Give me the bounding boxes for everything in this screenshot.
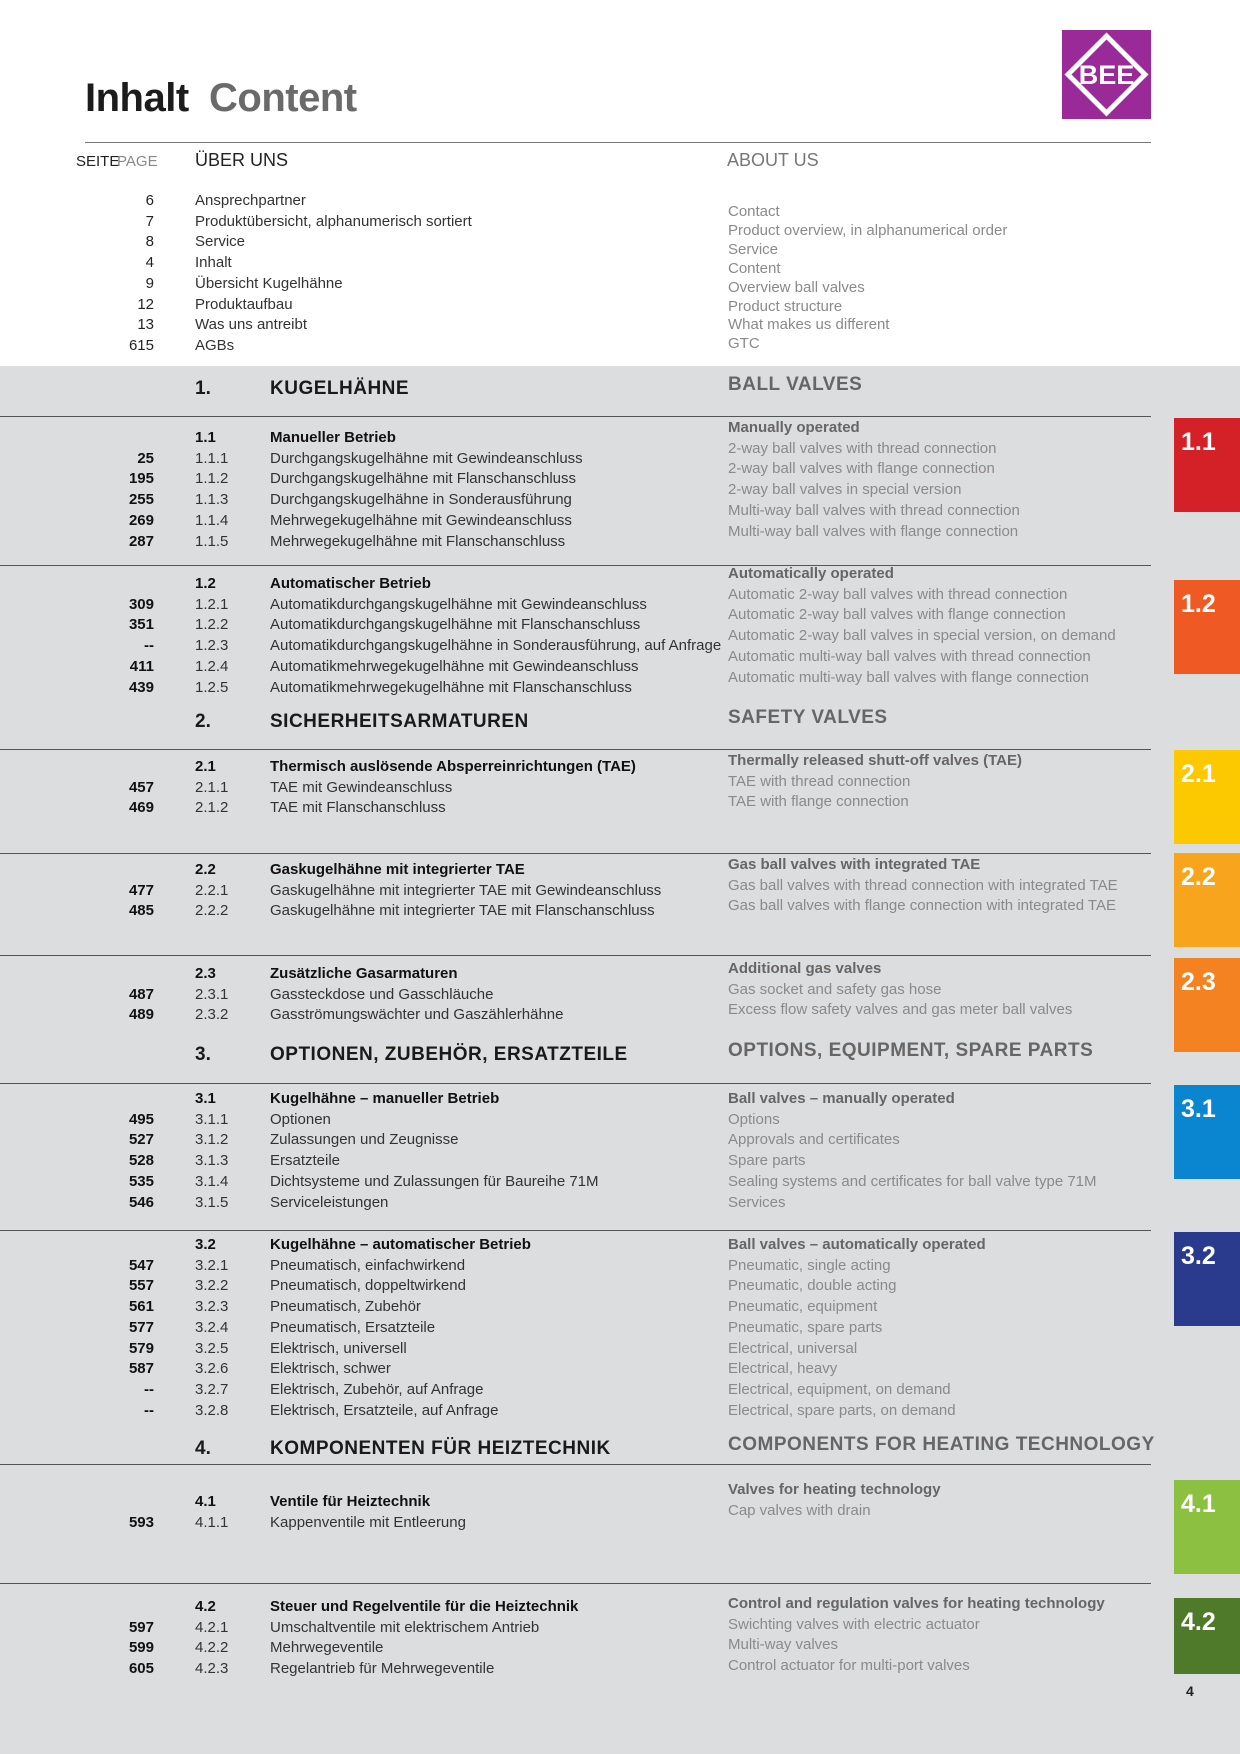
group-title-de[interactable]: Automatischer Betrieb — [270, 575, 431, 592]
group-title-en[interactable]: Additional gas valves — [728, 960, 882, 977]
item-page-number: 269 — [128, 511, 154, 529]
item-title-en[interactable]: Gas socket and safety gas hose — [728, 980, 942, 998]
item-title-de[interactable]: Pneumatisch, Zubehör — [270, 1298, 421, 1316]
item-title-en[interactable]: TAE with thread connection — [728, 772, 911, 790]
section-title-de[interactable]: SICHERHEITSARMATUREN — [270, 711, 529, 732]
item-page-number: 195 — [128, 470, 154, 488]
about-title-de: ÜBER UNS — [195, 150, 289, 170]
item-number: 3.2.1 — [195, 1256, 229, 1274]
item-title-de[interactable]: Elektrisch, Zubehör, auf Anfrage — [270, 1380, 484, 1398]
item-title-en[interactable]: Multi-way valves — [728, 1636, 839, 1654]
item-page-number: 547 — [128, 1256, 154, 1274]
group-number: 1.1 — [195, 429, 216, 446]
about-item-de[interactable]: Produktaufbau — [195, 295, 293, 313]
item-title-de[interactable]: Durchgangskugelhähne mit Gewindeanschluss — [270, 449, 583, 467]
about-page-number: 12 — [137, 295, 154, 313]
item-title-en[interactable]: 2-way ball valves with thread connection — [728, 439, 997, 457]
item-number: 3.1.3 — [195, 1152, 229, 1170]
item-number: 2.2.2 — [195, 902, 229, 920]
item-title-en[interactable]: Automatic 2-way ball valves with flange connection — [728, 606, 1066, 624]
item-page-number: -- — [144, 1380, 154, 1398]
about-item-en[interactable]: Content — [728, 259, 781, 277]
about-item-de[interactable]: Inhalt — [195, 254, 232, 272]
about-item-en[interactable]: GTC — [728, 335, 760, 353]
item-title-de[interactable]: Mehrwegeventile — [270, 1639, 384, 1657]
item-page-number: 546 — [128, 1193, 154, 1211]
item-page-number: 25 — [137, 449, 154, 467]
chapter-tab-3-1[interactable]: 3.1 — [1174, 1085, 1240, 1179]
item-title-de[interactable]: Automatikdurchgangskugelhähne in Sonderausführung, auf Anfrage — [270, 637, 722, 655]
about-item-en[interactable]: Product overview, in alphanumerical order — [728, 221, 1008, 239]
item-title-en[interactable]: Automatic multi-way ball valves with thread connection — [728, 647, 1091, 665]
about-item-de[interactable]: Produktübersicht, alphanumerisch sortiert — [195, 212, 472, 230]
chapter-tab-2-3[interactable]: 2.3 — [1174, 958, 1240, 1052]
item-page-number: 457 — [128, 778, 154, 796]
group-title-de[interactable]: Gaskugelhähne mit integrierter TAE — [270, 861, 525, 878]
item-title-de[interactable]: Automatikmehrwegekugelhähne mit Flanschanschluss — [270, 678, 632, 696]
section-divider — [0, 749, 1151, 750]
item-title-en[interactable]: Control actuator for multi-port valves — [728, 1657, 970, 1675]
item-title-en[interactable]: 2-way ball valves in special version — [728, 481, 962, 499]
item-page-number: 557 — [128, 1277, 154, 1295]
chapter-tab-2-1[interactable]: 2.1 — [1174, 750, 1240, 844]
item-number: 2.3.2 — [195, 1006, 229, 1024]
header-divider — [85, 142, 1151, 143]
item-title-de[interactable]: Regelantrieb für Mehrwegeventile — [270, 1660, 495, 1678]
section-title-de[interactable]: KUGELHÄHNE — [270, 378, 410, 399]
chapter-tab-4-2[interactable]: 4.2 — [1174, 1598, 1240, 1674]
item-title-en[interactable]: Electrical, heavy — [728, 1360, 838, 1378]
item-number: 2.1.1 — [195, 778, 229, 796]
group-title-de[interactable]: Ventile für Heiztechnik — [270, 1493, 431, 1510]
item-page-number: 495 — [128, 1110, 154, 1128]
item-page-number: 469 — [128, 799, 154, 817]
about-item-en[interactable]: Product structure — [728, 297, 843, 315]
item-number: 3.2.2 — [195, 1277, 229, 1295]
column-header-page-en: PAGE — [117, 153, 158, 170]
item-number: 4.2.2 — [195, 1639, 229, 1657]
item-title-en[interactable]: Options — [728, 1110, 780, 1128]
group-title-en[interactable]: Control and regulation valves for heating technology — [728, 1595, 1105, 1612]
item-page-number: 489 — [128, 1006, 154, 1024]
section-title-de[interactable]: KOMPONENTEN FÜR HEIZTECHNIK — [270, 1438, 611, 1459]
item-title-de[interactable]: Optionen — [270, 1110, 331, 1128]
item-title-en[interactable]: Gas ball valves with thread connection with integrated TAE — [728, 876, 1118, 894]
group-title-de[interactable]: Kugelhähne – automatischer Betrieb — [270, 1236, 531, 1253]
item-number: 3.2.5 — [195, 1339, 229, 1357]
item-title-de[interactable]: Durchgangskugelhähne in Sonderausführung — [270, 491, 572, 509]
item-title-de[interactable]: Elektrisch, schwer — [270, 1360, 391, 1378]
item-number: 1.2.3 — [195, 637, 229, 655]
item-title-en[interactable]: Gas ball valves with flange connection with integrated TAE — [728, 897, 1116, 915]
section-divider — [0, 1464, 1151, 1465]
page-title-de: Inhalt — [85, 76, 189, 120]
item-title-en[interactable]: Spare parts — [728, 1152, 806, 1170]
item-page-number: 605 — [128, 1660, 154, 1678]
group-title-en[interactable]: Gas ball valves with integrated TAE — [728, 856, 981, 873]
item-page-number: 287 — [128, 532, 154, 550]
item-page-number: 528 — [128, 1152, 154, 1170]
item-title-de[interactable]: Gaskugelhähne mit integrierter TAE mit Gewindeanschluss — [270, 881, 662, 899]
about-page-number: 9 — [145, 274, 154, 292]
about-item-en[interactable]: Contact — [728, 203, 780, 220]
bee-logo — [1062, 30, 1151, 119]
item-title-de[interactable]: Elektrisch, Ersatzteile, auf Anfrage — [270, 1401, 499, 1419]
item-title-de[interactable]: Gaskugelhähne mit integrierter TAE mit Flanschanschluss — [270, 902, 655, 920]
about-title-en: ABOUT US — [727, 150, 819, 170]
item-title-de[interactable]: Gassteckdose und Gasschläuche — [270, 985, 494, 1003]
group-title-en[interactable]: Ball valves – automatically operated — [728, 1236, 986, 1253]
item-title-de[interactable]: Kappenventile mit Entleerung — [270, 1513, 466, 1531]
section-divider — [0, 853, 1151, 854]
item-number: 3.1.1 — [195, 1110, 229, 1128]
item-title-de[interactable]: Durchgangskugelhähne mit Flanschanschluss — [270, 470, 577, 488]
item-title-de[interactable]: Automatikmehrwegekugelhähne mit Gewindeanschluss — [270, 657, 639, 675]
item-title-en[interactable]: Services — [728, 1193, 786, 1211]
item-title-en[interactable]: Electrical, universal — [728, 1339, 858, 1357]
section-divider — [0, 416, 1151, 417]
item-number: 1.2.1 — [195, 595, 229, 613]
item-title-de[interactable]: TAE mit Flanschanschluss — [270, 799, 446, 817]
section-number: 2. — [195, 711, 211, 732]
item-page-number: 535 — [128, 1172, 154, 1190]
item-title-en[interactable]: Pneumatic, double acting — [728, 1277, 897, 1295]
item-number: 1.1.5 — [195, 532, 229, 550]
about-page-number: 615 — [128, 336, 154, 354]
item-title-de[interactable]: Umschaltventile mit elektrischem Antrieb — [270, 1618, 540, 1636]
section-number: 4. — [195, 1438, 211, 1459]
item-number: 1.1.3 — [195, 491, 229, 509]
section-title-de[interactable]: OPTIONEN, ZUBEHÖR, ERSATZTEILE — [270, 1044, 628, 1065]
item-title-en[interactable]: Multi-way ball valves with flange connection — [728, 522, 1019, 540]
section-divider — [0, 1083, 1151, 1084]
item-page-number: 597 — [128, 1618, 154, 1636]
group-number: 2.2 — [195, 861, 216, 878]
about-item-de[interactable]: Was uns antreibt — [195, 316, 307, 334]
group-number: 2.1 — [195, 758, 216, 775]
chapter-tab-4-1[interactable]: 4.1 — [1174, 1480, 1240, 1574]
section-divider — [0, 565, 1151, 566]
item-title-en[interactable]: Cap valves with drain — [728, 1501, 871, 1519]
about-item-en[interactable]: Service — [728, 240, 779, 258]
item-title-de[interactable]: Serviceleistungen — [270, 1193, 389, 1211]
item-number: 3.2.6 — [195, 1360, 229, 1378]
item-number: 1.2.5 — [195, 678, 229, 696]
item-title-de[interactable]: Pneumatisch, doppeltwirkend — [270, 1277, 466, 1295]
group-title-en[interactable]: Automatically operated — [728, 565, 894, 582]
item-page-number: 587 — [128, 1360, 154, 1378]
item-page-number: 411 — [129, 657, 154, 675]
group-title-en[interactable]: Ball valves – manually operated — [728, 1090, 955, 1107]
section-divider — [0, 1583, 1151, 1584]
group-number: 3.2 — [195, 1236, 216, 1253]
item-title-de[interactable]: TAE mit Gewindeanschluss — [270, 778, 453, 796]
item-title-de[interactable]: Elektrisch, universell — [270, 1339, 407, 1357]
about-page-number: 7 — [145, 212, 154, 230]
about-page-number: 13 — [137, 316, 154, 334]
item-page-number: 593 — [128, 1513, 154, 1531]
item-title-en[interactable]: Electrical, spare parts, on demand — [728, 1401, 956, 1419]
section-divider — [0, 1230, 1151, 1231]
item-number: 3.1.5 — [195, 1193, 229, 1211]
item-title-de[interactable]: Mehrwegekugelhähne mit Flanschanschluss — [270, 532, 566, 550]
item-number: 1.2.4 — [195, 657, 229, 675]
item-title-de[interactable]: Mehrwegekugelhähne mit Gewindeanschluss — [270, 511, 572, 529]
item-title-en[interactable]: TAE with flange connection — [728, 793, 909, 811]
item-number: 3.2.7 — [195, 1380, 229, 1398]
group-number: 1.2 — [195, 575, 216, 592]
item-number: 3.1.4 — [195, 1172, 229, 1190]
item-title-en[interactable]: Automatic multi-way ball valves with flange connection — [728, 668, 1090, 686]
item-number: 2.2.1 — [195, 881, 229, 899]
about-page-number: 8 — [145, 233, 154, 251]
chapter-tab-3-2[interactable]: 3.2 — [1174, 1232, 1240, 1326]
item-number: 1.1.1 — [195, 449, 229, 467]
item-title-de[interactable]: Gasströmungswächter und Gaszählerhähne — [270, 1006, 564, 1024]
item-title-de[interactable]: Ersatzteile — [270, 1152, 341, 1170]
item-number: 4.1.1 — [195, 1513, 229, 1531]
item-title-de[interactable]: Zulassungen und Zeugnisse — [270, 1131, 459, 1149]
item-title-en[interactable]: Excess flow safety valves and gas meter ball valves — [728, 1001, 1073, 1019]
section-title-en[interactable]: OPTIONS, EQUIPMENT, SPARE PARTS — [728, 1040, 1094, 1061]
item-page-number: -- — [144, 1401, 154, 1419]
chapter-tab-1-2[interactable]: 1.2 — [1174, 580, 1240, 674]
section-title-en[interactable]: SAFETY VALVES — [728, 707, 888, 728]
item-title-de[interactable]: Dichtsysteme und Zulassungen für Baureihe 71M — [270, 1172, 599, 1190]
item-number: 3.2.3 — [195, 1298, 229, 1316]
group-title-en[interactable]: Valves for heating technology — [728, 1481, 941, 1498]
item-page-number: 487 — [128, 985, 154, 1003]
item-title-en[interactable]: Automatic 2-way ball valves with thread connection — [728, 585, 1068, 603]
column-header-page-de: SEITE — [76, 153, 120, 170]
item-number: 1.1.4 — [195, 511, 229, 529]
about-item-de[interactable]: AGBs — [195, 336, 235, 354]
group-number: 3.1 — [195, 1090, 216, 1107]
page-number: 4 — [1186, 1683, 1194, 1699]
about-page-number: 6 — [145, 192, 154, 209]
item-page-number: 351 — [128, 616, 154, 634]
item-page-number: 561 — [128, 1298, 154, 1316]
group-number: 2.3 — [195, 965, 216, 982]
group-number: 4.1 — [195, 1493, 216, 1510]
chapter-tab-1-1[interactable]: 1.1 — [1174, 418, 1240, 512]
item-title-en[interactable]: Automatic 2-way ball valves in special version, on demand — [728, 627, 1116, 645]
item-number: 2.1.2 — [195, 799, 229, 817]
chapter-tab-2-2[interactable]: 2.2 — [1174, 853, 1240, 947]
group-title-en[interactable]: Manually operated — [728, 419, 860, 436]
item-number: 4.2.3 — [195, 1660, 229, 1678]
item-page-number: 255 — [128, 491, 154, 509]
item-number: 2.3.1 — [195, 985, 229, 1003]
group-title-de[interactable]: Manueller Betrieb — [270, 429, 396, 446]
item-title-en[interactable]: Swichting valves with electric actuator — [728, 1615, 980, 1633]
item-title-en[interactable]: Pneumatic, spare parts — [728, 1318, 883, 1336]
about-item-de[interactable]: Ansprechpartner — [195, 192, 306, 209]
item-page-number: -- — [144, 637, 154, 655]
page-title-en: Content — [209, 76, 357, 120]
item-number: 1.1.2 — [195, 470, 229, 488]
item-title-en[interactable]: Sealing systems and certificates for ball valve type 71M — [728, 1172, 1097, 1190]
section-number: 3. — [195, 1044, 211, 1065]
section-title-en[interactable]: BALL VALVES — [728, 374, 863, 395]
group-number: 4.2 — [195, 1598, 216, 1615]
item-page-number: 309 — [128, 595, 154, 613]
item-number: 1.2.2 — [195, 616, 229, 634]
item-title-de[interactable]: Pneumatisch, einfachwirkend — [270, 1256, 466, 1274]
item-title-de[interactable]: Pneumatisch, Ersatzteile — [270, 1318, 436, 1336]
group-title-de[interactable]: Steuer und Regelventile für die Heiztechnik — [270, 1598, 579, 1615]
item-title-en[interactable]: Multi-way ball valves with thread connection — [728, 501, 1020, 519]
about-item-de[interactable]: Service — [195, 233, 246, 251]
item-title-de[interactable]: Automatikdurchgangskugelhähne mit Flanschanschluss — [270, 616, 641, 634]
group-title-de[interactable]: Thermisch auslösende Absperreinrichtungen (TAE) — [270, 758, 636, 775]
section-divider — [0, 955, 1151, 956]
item-page-number: 579 — [128, 1339, 154, 1357]
logo-text: BEE — [1078, 60, 1135, 90]
item-title-en[interactable]: 2-way ball valves with flange connection — [728, 460, 995, 478]
item-title-de[interactable]: Automatikdurchgangskugelhähne mit Gewindeanschluss — [270, 595, 647, 613]
item-number: 4.2.1 — [195, 1618, 229, 1636]
about-page-number: 4 — [145, 254, 154, 272]
item-number: 3.1.2 — [195, 1131, 229, 1149]
section-title-en[interactable]: COMPONENTS FOR HEATING TECHNOLOGY — [728, 1434, 1155, 1455]
item-page-number: 599 — [128, 1639, 154, 1657]
about-item-en[interactable]: What makes us different — [728, 316, 890, 334]
item-title-en[interactable]: Approvals and certificates — [728, 1131, 900, 1149]
item-number: 3.2.4 — [195, 1318, 229, 1336]
group-title-en[interactable]: Thermally released shutt-off valves (TAE) — [728, 752, 1022, 769]
item-title-en[interactable]: Electrical, equipment, on demand — [728, 1380, 951, 1398]
item-page-number: 477 — [128, 881, 154, 899]
item-page-number: 439 — [128, 678, 154, 696]
group-title-de[interactable]: Zusätzliche Gasarmaturen — [270, 965, 458, 982]
about-item-en[interactable]: Overview ball valves — [728, 278, 865, 296]
group-title-de[interactable]: Kugelhähne – manueller Betrieb — [270, 1090, 500, 1107]
about-item-de[interactable]: Übersicht Kugelhähne — [195, 274, 343, 292]
section-number: 1. — [195, 378, 211, 399]
item-title-en[interactable]: Pneumatic, equipment — [728, 1298, 878, 1316]
item-number: 3.2.8 — [195, 1401, 229, 1419]
item-page-number: 485 — [128, 902, 154, 920]
item-page-number: 527 — [128, 1131, 154, 1149]
item-page-number: 577 — [128, 1318, 154, 1336]
item-title-en[interactable]: Pneumatic, single acting — [728, 1256, 891, 1274]
